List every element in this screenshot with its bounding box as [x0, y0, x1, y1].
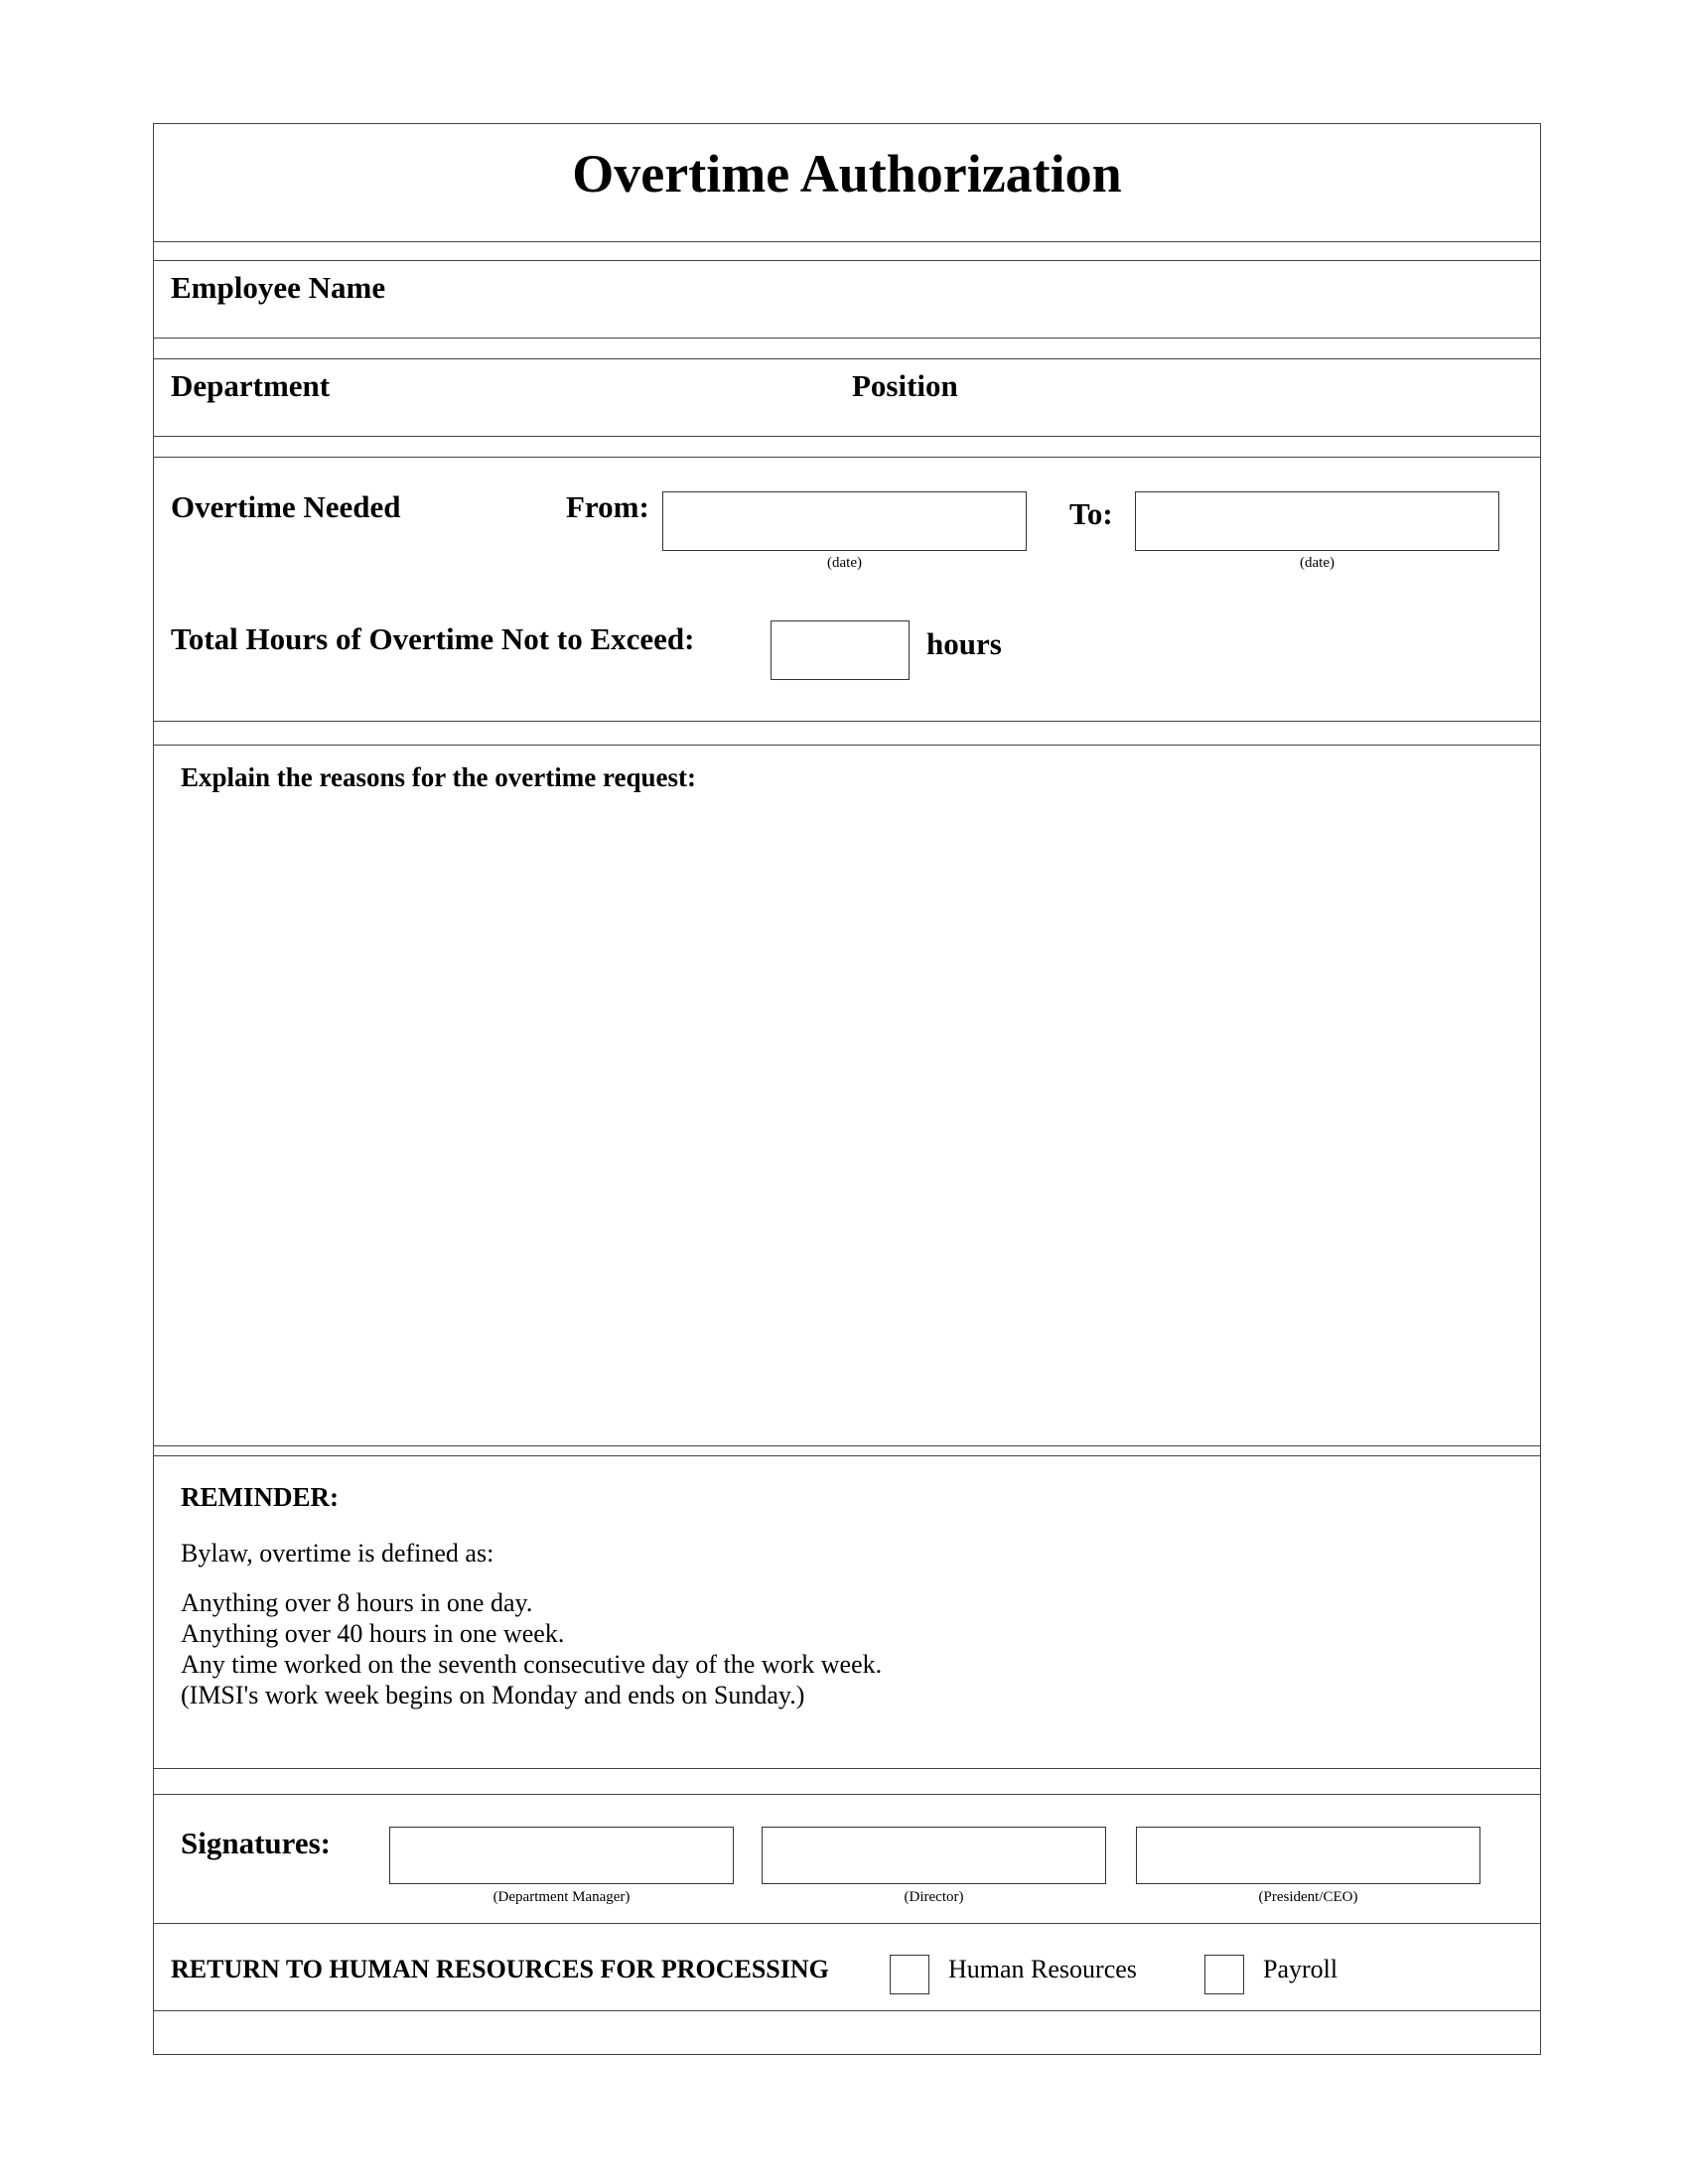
reminder-line: Anything over 40 hours in one week. [181, 1619, 565, 1648]
position-field[interactable] [983, 363, 1519, 423]
reasons-textarea[interactable] [171, 804, 1521, 1430]
divider [153, 260, 1541, 261]
divider [153, 1794, 1541, 1795]
signatures-label: Signatures: [181, 1826, 332, 1860]
divider [153, 721, 1541, 722]
signature-president-caption: (President/CEO) [1258, 1889, 1358, 1905]
page-title: Overtime Authorization [572, 144, 1122, 204]
reminder-line: Anything over 8 hours in one day. [181, 1588, 533, 1617]
signature-department-manager-field[interactable] [389, 1827, 734, 1884]
overtime-needed-label: Overtime Needed [171, 489, 401, 524]
signature-department-manager-caption: (Department Manager) [492, 1889, 631, 1905]
signature-president-field[interactable] [1136, 1827, 1480, 1884]
signature-director-caption: (Director) [904, 1889, 964, 1905]
payroll-label: Payroll [1263, 1955, 1338, 1983]
reminder-line: (IMSI's work week begins on Monday and ends on Sunday.) [181, 1681, 805, 1709]
to-date-caption: (date) [1300, 555, 1335, 571]
employee-name-label: Employee Name [171, 270, 386, 305]
payroll-checkbox[interactable] [1204, 1955, 1244, 1994]
divider [153, 2010, 1541, 2011]
reminder-list [181, 1587, 882, 1710]
human-resources-checkbox[interactable] [890, 1955, 929, 1994]
to-label: To: [1069, 496, 1113, 531]
human-resources-label: Human Resources [948, 1955, 1137, 1983]
reminder-heading: REMINDER: [181, 1482, 339, 1512]
divider [153, 358, 1541, 359]
employee-name-field[interactable] [417, 266, 1519, 326]
divider [153, 1455, 1541, 1456]
divider [153, 457, 1541, 458]
reminder-line: Any time worked on the seventh consecutive day of the work week. [181, 1650, 883, 1679]
from-date-caption: (date) [827, 555, 862, 571]
divider [153, 1768, 1541, 1769]
reasons-label: Explain the reasons for the overtime request: [181, 762, 696, 792]
signature-director-field[interactable] [762, 1827, 1106, 1884]
from-label: From: [566, 489, 649, 524]
reminder-intro: Bylaw, overtime is defined as: [181, 1539, 494, 1568]
divider [153, 338, 1541, 339]
divider [153, 1923, 1541, 1924]
divider [153, 745, 1541, 746]
department-field[interactable] [357, 363, 834, 423]
department-label: Department [171, 368, 331, 403]
divider [153, 241, 1541, 242]
position-label: Position [852, 368, 958, 403]
divider [153, 436, 1541, 437]
hours-unit-label: hours [926, 626, 1002, 661]
from-date-field[interactable] [662, 491, 1027, 551]
divider [153, 1445, 1541, 1446]
to-date-field[interactable] [1135, 491, 1499, 551]
return-instruction: RETURN TO HUMAN RESOURCES FOR PROCESSING [171, 1955, 829, 1983]
total-hours-field[interactable] [771, 620, 910, 680]
total-hours-label: Total Hours of Overtime Not to Exceed: [171, 621, 695, 656]
